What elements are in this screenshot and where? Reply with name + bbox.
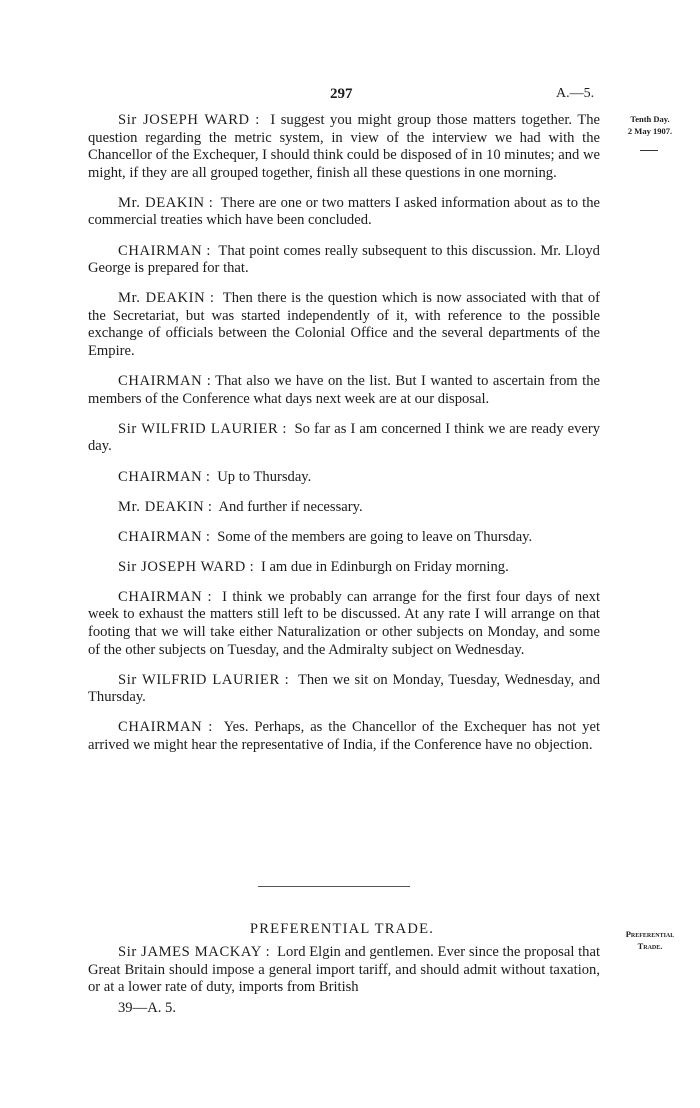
speaker-name: CHAIRMAN [118,588,203,605]
paragraph: Sir JAMES MACKAY : Lord Elgin and gentlemen. Ever since the proposal that Great Britain should impose a general import tariff, and should admit without taxation, or at a lower rate of duty, imports from British [88,944,600,996]
paragraph: Mr. DEAKIN : Then there is the question which is now associated with that of the Secretariat, but was started independently of it, with reference to the possible exchange of officials between the Colonial Office and the several departments of the Empire. [88,290,600,360]
margin-note-section-line2: Trade. [637,941,663,951]
paragraph: Mr. DEAKIN : And further if necessary. [118,498,363,515]
paragraph-text: That point comes really subsequent to this discussion. Mr. Lloyd George is prepared for that. [88,242,600,277]
paragraph-text: So far as I am concerned I think we are ready every day. [88,420,601,455]
document-reference: A.—5. [556,86,595,101]
paragraph-text: I think we probably can arrange for the first four days of next week to exhaust the matters still left to be discussed. At any rate I will arrange on that footing that we will take either Naturalization or other subjects on Monday, and some of the other subjects on Tuesday, and the Admiralty subject on Wednesday. [88,588,601,658]
paragraph-text: Lord Elgin and gentlemen. Ever since the proposal that Great Britain should impose a general import tariff, and should admit without taxation, or at a lower rate of duty, imports from British [88,944,600,996]
paragraph: CHAIRMAN : Some of the members are going to leave on Thursday. [118,528,533,545]
paragraph: CHAIRMAN : That point comes really subsequent to this discussion. Mr. Lloyd George is prepared for that. [88,242,600,277]
paragraph-text: Then we sit on Monday, Tuesday, Wednesday, and Thursday. [88,671,600,706]
paragraph-text: I suggest you might group those matters together. The question regarding the metric system, in view of the interview we had with the Chancellor of the Exchequer, I should think could be disposed of in 10 minutes; and we might, if they are all grouped together, finish all these questions in one morning. [88,112,601,181]
paragraph: CHAIRMAN : That also we have on the list. But I wanted to ascertain from the members of the Conference what days next week are at our disposal. [88,373,600,407]
speaker-name: CHAIRMAN [118,468,203,485]
paragraph-text: That also we have on the list. But I wanted to ascertain from the members of the Conference what days next week are at our disposal. [88,373,600,407]
margin-note-section-line1: Preferential [625,929,675,939]
paragraph: Sir JOSEPH WARD : I suggest you might group those matters together. The question regarding the metric system, in view of the interview we had with the Chancellor of the Exchequer, I should think could be disposed of in 10 minutes; and we might, if they are all grouped together, finish all these questions in one morning. [88,112,601,181]
margin-divider [640,150,658,151]
paragraph: Sir WILFRID LAURIER : So far as I am concerned I think we are ready every day. [88,420,601,455]
page-number: 297 [330,86,353,102]
speaker-name: Sir JOSEPH WARD [118,112,250,128]
speaker-name: CHAIRMAN [118,242,203,259]
speaker-name: Sir JAMES MACKAY [118,944,262,960]
speaker-name: CHAIRMAN [118,373,203,390]
speaker-name: Mr. DEAKIN [118,290,206,307]
paragraph-text: I am due in Edinburgh on Friday morning. [260,558,509,575]
margin-note-date-text: 2 May 1907. [627,126,673,136]
margin-note-section [614,928,686,952]
section-body [88,944,600,997]
paragraph: CHAIRMAN : Yes. Perhaps, as the Chancellor of the Exchequer has not yet arrived we might hear the representative of India, if the Conference have no objection. [88,719,600,754]
speaker-name: Sir WILFRID LAURIER [118,671,280,688]
paragraph: Mr. DEAKIN : There are one or two matters I asked information about as to the commercial treaties which have been concluded. [88,194,600,229]
margin-note-day: Tenth Day. [630,114,670,124]
section-heading [0,921,700,938]
section-divider [258,886,410,887]
paragraph: Sir JOSEPH WARD : I am due in Edinburgh on Friday morning. [118,558,509,575]
transcript-body [88,112,600,767]
speaker-name: Sir WILFRID LAURIER [118,420,279,437]
paragraph-text: Yes. Perhaps, as the Chancellor of the Exchequer has not yet arrived we might hear the representative of India, if the Conference have no objection. [88,719,600,754]
paragraph-text: Then there is the question which is now associated with that of the Secretariat, but was started independently of it, with reference to the possible exchange of officials between the Colonial Office and the several departments of the Empire. [88,290,600,360]
paragraph: CHAIRMAN : I think we probably can arrange for the first four days of next week to exhaust the matters still left to be discussed. At any rate I will arrange on that footing that we will take either Naturalization or other subjects on Monday, and some of the other subjects on Tuesday, and the Admiralty subject on Wednesday. [88,588,601,658]
speaker-name: Sir JOSEPH WARD [118,558,246,575]
paragraph: CHAIRMAN : Up to Thursday. [118,468,312,485]
paragraph-text: Some of the members are going to leave on Thursday. [217,528,533,545]
speaker-name: CHAIRMAN [118,528,203,545]
speaker-name: CHAIRMAN [118,719,203,736]
speaker-name: Mr. DEAKIN [118,194,205,211]
section-heading-text: PREFERENTIAL TRADE. [249,921,435,937]
paragraph-text: There are one or two matters I asked information about as to the commercial treaties which have been concluded. [88,194,600,229]
paragraph-text: And further if necessary. [218,498,363,515]
paragraph-text: Up to Thursday. [217,468,312,485]
margin-note-date [614,113,686,137]
printer-signature: 39—A. 5. [118,1000,176,1016]
paragraph: Sir WILFRID LAURIER : Then we sit on Monday, Tuesday, Wednesday, and Thursday. [88,671,600,706]
speaker-name: Mr. DEAKIN [118,498,205,515]
